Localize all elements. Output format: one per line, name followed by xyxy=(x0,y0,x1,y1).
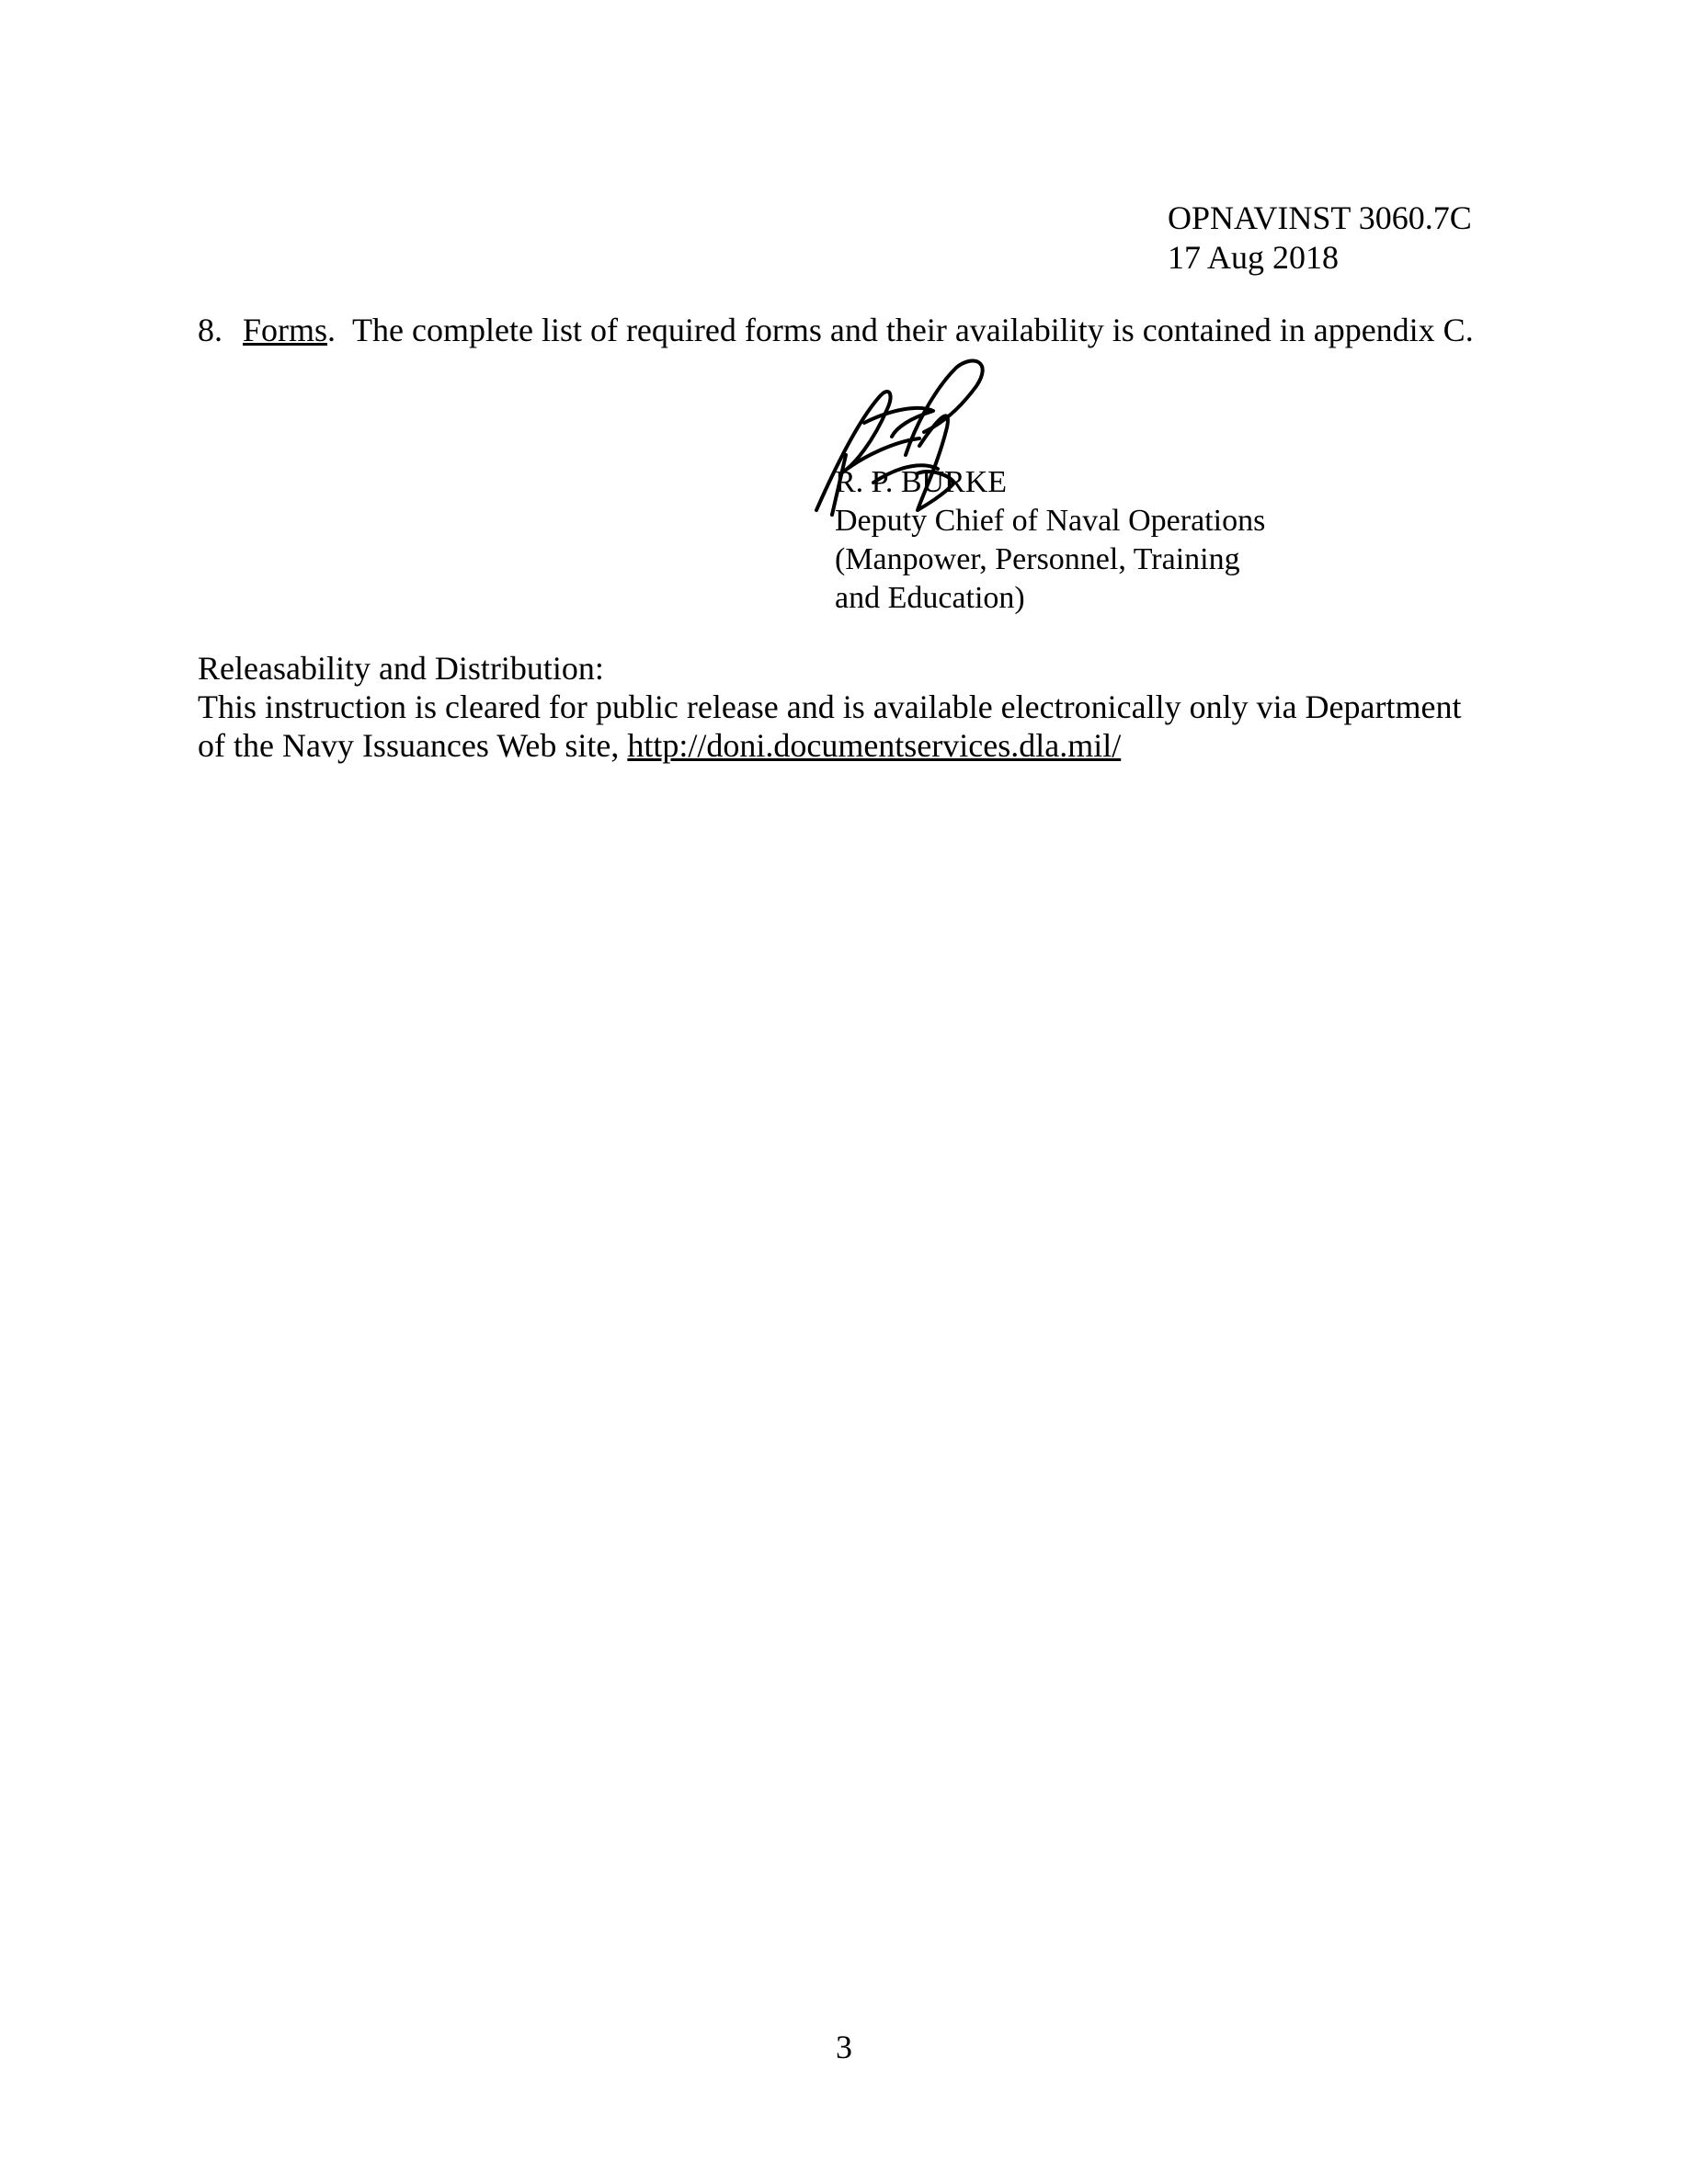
signatory-title-line1: Deputy Chief of Naval Operations xyxy=(835,504,1266,538)
paragraph-heading-punct: . xyxy=(327,312,336,348)
releasability-line2 xyxy=(198,726,1462,765)
document-date: 17 Aug 2018 xyxy=(1168,239,1340,276)
doni-url-link[interactable]: http://doni.documentservices.dla.mil/ xyxy=(627,727,1122,764)
document-header xyxy=(1168,199,1472,278)
paragraph-8 xyxy=(198,311,1474,350)
document-id: OPNAVINST 3060.7C xyxy=(1168,199,1472,236)
signature-block xyxy=(835,463,1265,618)
signatory-title-line2: (Manpower, Personnel, Training xyxy=(835,542,1240,576)
paragraph-heading: Forms xyxy=(243,312,328,348)
paragraph-number: 8. xyxy=(198,312,222,348)
paragraph-text: The complete list of required forms and their availability is contained in appendix C. xyxy=(352,312,1474,348)
releasability-line1: This instruction is cleared for public release and is available electronically only via Department xyxy=(198,688,1462,725)
releasability-line2-prefix: of the Navy Issuances Web site, xyxy=(198,727,628,764)
page-number: 3 xyxy=(836,2029,852,2065)
signatory-title-line3: and Education) xyxy=(835,581,1025,615)
releasability-heading: Releasability and Distribution: xyxy=(198,650,604,687)
signatory-name: R. P. BURKE xyxy=(835,465,1008,499)
releasability-section xyxy=(198,649,1462,765)
